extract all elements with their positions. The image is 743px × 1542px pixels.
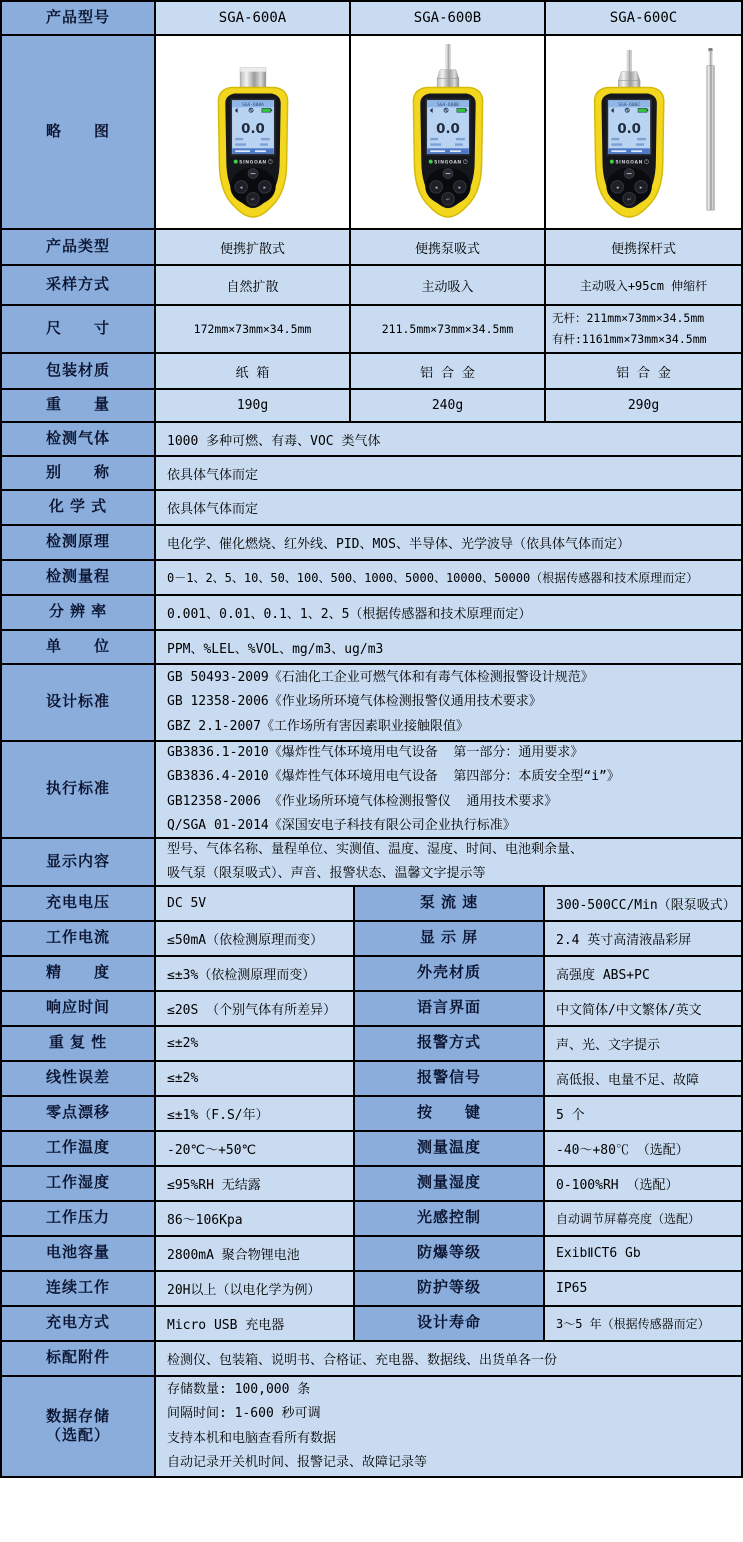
spec-label-pump-flow: 泵 流 速 (355, 887, 543, 920)
packaging-b: 铝 合 金 (351, 354, 544, 388)
spec-value-alarm-signal: 高低报、电量不足、故障 (545, 1062, 741, 1095)
spec-value-explosion-proof: ExibⅡCT6 Gb (545, 1237, 741, 1270)
gas-detector-illustration (159, 44, 347, 220)
spec-label-measure-temp: 测量温度 (355, 1132, 543, 1165)
spec-value-continuous-work: 20H以上（以电化学为例） (156, 1272, 353, 1305)
storage-capacity: 存储数量: 100,000 条 (167, 1381, 311, 1397)
screen-model-title: SGA-600B (436, 102, 459, 108)
packaging-c: 铝 合 金 (546, 354, 741, 388)
probe-needle (626, 50, 631, 72)
spec-label-working-pressure: 工作压力 (2, 1202, 154, 1235)
model-name-a: SGA-600A (156, 2, 349, 34)
spec-row (2, 1132, 741, 1167)
row-model (2, 2, 741, 36)
unit-label: 单 位 (2, 631, 154, 663)
row-product-type (2, 230, 741, 266)
data-storage-label-line1: 数据存储 (45, 1407, 110, 1425)
spec-value-linearity-error: ≤±2% (156, 1062, 353, 1095)
principle-label: 检测原理 (2, 526, 154, 559)
product-type-a: 便携扩散式 (156, 230, 349, 264)
screen-model-title: SGA-600C (617, 102, 640, 108)
row-range (2, 561, 741, 596)
display-content-label: 显示内容 (2, 839, 154, 885)
spec-label-measure-humidity: 测量湿度 (355, 1167, 543, 1200)
spec-label-charging-method: 充电方式 (2, 1307, 154, 1340)
row-principle (2, 526, 741, 561)
svg-text:◂: ◂ (615, 184, 619, 191)
telescopic-rod (706, 48, 713, 210)
dimensions-label: 尺 寸 (2, 306, 154, 352)
spec-value-working-current: ≤50mA（依检测原理而变） (156, 922, 353, 955)
svg-text:↵: ↵ (445, 197, 450, 204)
row-gas (2, 423, 741, 457)
row-design-standards (2, 665, 741, 742)
spec-value-shell-material: 高强度 ABS+PC (545, 957, 741, 990)
spec-row (2, 922, 741, 957)
spec-value-charging-method: Micro USB 充电器 (156, 1307, 353, 1340)
spec-value-response-time: ≤20S （个别气体有所差异） (156, 992, 353, 1025)
spec-row (2, 1167, 741, 1202)
spec-label-shell-material: 外壳材质 (355, 957, 543, 990)
spec-value-measure-temp: -40～+80℃ （选配） (545, 1132, 741, 1165)
storage-autorecord: 自动记录开关机时间、报警记录、故障记录等 (167, 1455, 428, 1470)
spec-row (2, 1272, 741, 1307)
accessories-label: 标配附件 (2, 1342, 154, 1375)
spec-label-charge-voltage: 充电电压 (2, 887, 154, 920)
row-unit (2, 631, 741, 665)
data-storage-label-line2: （选配） (45, 1426, 110, 1444)
power-led (233, 160, 237, 164)
design-standard-3: GBZ 2.1-2007《工作场所有害因素职业接触限值》 (167, 718, 469, 734)
exec-standard-3: GB12358-2006 《作业场所环境气体检测报警仪 通用技术要求》 (167, 793, 558, 809)
svg-text:↵: ↵ (250, 197, 255, 204)
spec-row (2, 887, 741, 922)
row-alias (2, 457, 741, 491)
exec-standards-value (156, 742, 741, 837)
sketch-sga-600b (351, 36, 544, 228)
row-display-content (2, 839, 741, 887)
spec-label-alarm-signal: 报警信号 (355, 1062, 543, 1095)
exec-standard-4: Q/SGA 01-2014《深国安电子科技有限公司企业执行标准》 (167, 818, 516, 833)
battery-icon (638, 108, 647, 112)
resolution-label: 分 辨 率 (2, 596, 154, 629)
spec-label-protection-grade: 防护等级 (355, 1272, 543, 1305)
display-content-line1: 型号、气体名称、量程单位、实测值、温度、湿度、时间、电池剩余量、 (167, 841, 584, 857)
unit-value: PPM、%LEL、%VOL、mg/m3、ug/m3 (156, 631, 741, 663)
alias-value: 依具体气体而定 (156, 457, 741, 489)
spec-row (2, 1307, 741, 1342)
screen-reading: 0.0 (240, 121, 265, 137)
spec-row (2, 1097, 741, 1132)
spec-value-working-humidity: ≤95%RH 无结露 (156, 1167, 353, 1200)
spec-row (2, 1237, 741, 1272)
spec-value-working-pressure: 86～106Kpa (156, 1202, 353, 1235)
power-led (609, 160, 613, 164)
probe-needle (445, 44, 450, 70)
dimensions-b: 211.5mm×73mm×34.5mm (351, 306, 544, 352)
range-label: 检测量程 (2, 561, 154, 594)
svg-text:◂: ◂ (434, 184, 437, 191)
screen-reading: 0.0 (616, 121, 641, 137)
spec-row (2, 992, 741, 1027)
spec-label-alarm-mode: 报警方式 (355, 1027, 543, 1060)
sampling-a: 自然扩散 (156, 266, 349, 304)
row-weight (2, 390, 741, 423)
spec-value-repeatability: ≤±2% (156, 1027, 353, 1060)
formula-label: 化 学 式 (2, 491, 154, 524)
sampling-b: 主动吸入 (351, 266, 544, 304)
product-type-label: 产品类型 (2, 230, 154, 264)
model-name-b: SGA-600B (351, 2, 544, 34)
alias-label: 别 称 (2, 457, 154, 489)
probe-cone (618, 72, 640, 81)
spec-label-working-humidity: 工作湿度 (2, 1167, 154, 1200)
spec-value-light-control: 自动调节屏幕亮度（选配） (545, 1202, 741, 1235)
row-data-storage (2, 1377, 741, 1476)
dimensions-a: 172mm×73mm×34.5mm (156, 306, 349, 352)
spec-label-battery: 电池容量 (2, 1237, 154, 1270)
spec-value-design-life: 3～5 年（根据传感器而定） (545, 1307, 741, 1340)
data-storage-label (2, 1377, 154, 1476)
spec-label-working-temp: 工作温度 (2, 1132, 154, 1165)
spec-label-language: 语言界面 (355, 992, 543, 1025)
spec-label-response-time: 响应时间 (2, 992, 154, 1025)
sketch-sga-600a (156, 36, 349, 228)
spec-value-screen: 2.4 英寸高清液晶彩屏 (545, 922, 741, 955)
spec-value-charge-voltage: DC 5V (156, 887, 353, 920)
formula-value: 依具体气体而定 (156, 491, 741, 524)
storage-interval: 间隔时间: 1-600 秒可调 (167, 1406, 321, 1421)
spec-row (2, 957, 741, 992)
spec-label-buttons: 按 键 (355, 1097, 543, 1130)
spec-label-explosion-proof: 防爆等级 (355, 1237, 543, 1270)
row-formula (2, 491, 741, 526)
spec-value-pump-flow: 300-500CC/Min（限泵吸式） (545, 887, 741, 920)
model-name-c: SGA-600C (546, 2, 741, 34)
product-type-b: 便携泵吸式 (351, 230, 544, 264)
row-dimensions (2, 306, 741, 354)
gas-detector-image-b (354, 44, 542, 220)
spec-value-battery: 2800mA 聚合物锂电池 (156, 1237, 353, 1270)
design-standard-1: GB 50493-2009《石油化工企业可燃气体和有毒气体检测报警设计规范》 (167, 669, 594, 685)
spec-row (2, 1027, 741, 1062)
spec-value-language: 中文简体/中文繁体/英文 (545, 992, 741, 1025)
spec-label-screen: 显 示 屏 (355, 922, 543, 955)
spec-label-zero-drift: 零点漂移 (2, 1097, 154, 1130)
data-storage-value (156, 1377, 741, 1476)
exec-standard-2: GB3836.4-2010《爆炸性气体环境用电气设备 第四部分：本质安全型“i”》 (167, 769, 620, 784)
spec-label-working-current: 工作电流 (2, 922, 154, 955)
row-sampling (2, 266, 741, 306)
spec-label-light-control: 光感控制 (355, 1202, 543, 1235)
power-led (428, 160, 432, 164)
spec-label-repeatability: 重 复 性 (2, 1027, 154, 1060)
packaging-a: 纸 箱 (156, 354, 349, 388)
storage-view: 支持本机和电脑查看所有数据 (167, 1430, 337, 1446)
range-value: 0－1、2、5、10、50、100、500、1000、5000、10000、50000（根据传感器和技术原理而定） (156, 561, 741, 594)
spec-label-continuous-work: 连续工作 (2, 1272, 154, 1305)
spec-value-accuracy: ≤±3%（依检测原理而变） (156, 957, 353, 990)
spec-label-accuracy: 精 度 (2, 957, 154, 990)
accessories-value: 检测仪、包装箱、说明书、合格证、充电器、数据线、出货单各一份 (156, 1342, 741, 1375)
battery-icon (456, 108, 465, 112)
svg-text:▸: ▸ (458, 184, 461, 191)
sketch-row-label: 略 图 (2, 36, 154, 228)
gas-detector-image-c (550, 44, 738, 220)
product-type-c: 便携探杆式 (546, 230, 741, 264)
design-standards-value (156, 665, 741, 740)
model-row-label: 产品型号 (2, 2, 154, 34)
svg-text:▸: ▸ (263, 184, 266, 191)
spec-value-protection-grade: IP65 (545, 1272, 741, 1305)
spec-value-buttons: 5 个 (545, 1097, 741, 1130)
weight-c: 290g (546, 390, 741, 421)
row-accessories (2, 1342, 741, 1377)
spec-label-design-life: 设计寿命 (355, 1307, 543, 1340)
display-content-value (156, 839, 741, 885)
principle-value: 电化学、催化燃烧、红外线、PID、MOS、半导体、光学波导（依具体气体而定） (156, 526, 741, 559)
spec-row (2, 1062, 741, 1097)
design-standards-label: 设计标准 (2, 665, 154, 740)
brand-logo: SINGOAN (238, 160, 267, 166)
svg-text:◂: ◂ (239, 184, 242, 191)
spec-value-zero-drift: ≤±1%（F.S/年） (156, 1097, 353, 1130)
row-packaging (2, 354, 741, 390)
spec-value-measure-humidity: 0-100%RH （选配） (545, 1167, 741, 1200)
design-standard-2: GB 12358-2006《作业场所环境气体检测报警仪通用技术要求》 (167, 694, 542, 710)
row-sketch (2, 36, 741, 230)
dimensions-c-with-rod: 有杆:1161mm×73mm×34.5mm (552, 332, 707, 346)
weight-label: 重 量 (2, 390, 154, 421)
weight-a: 190g (156, 390, 349, 421)
spec-label-linearity-error: 线性误差 (2, 1062, 154, 1095)
svg-text:↵: ↵ (626, 197, 631, 204)
spec-value-working-temp: -20℃～+50℃ (156, 1132, 353, 1165)
row-exec-standards (2, 742, 741, 839)
packaging-label: 包装材质 (2, 354, 154, 388)
resolution-value: 0.001、0.01、0.1、1、2、5（根据传感器和技术原理而定） (156, 596, 741, 629)
dimensions-c-no-rod: 无杆：211mm×73mm×34.5mm (552, 311, 705, 325)
display-content-line2: 吸气泵（限泵吸式）、声音、报警状态、温馨文字提示等 (167, 866, 486, 881)
spec-row (2, 1202, 741, 1237)
sampling-label: 采样方式 (2, 266, 154, 304)
battery-icon (261, 108, 270, 112)
gas-label: 检测气体 (2, 423, 154, 455)
exec-standard-1: GB3836.1-2010《爆炸性气体环境用电气设备 第一部分：通用要求》 (167, 744, 584, 760)
screen-reading: 0.0 (435, 121, 460, 137)
weight-b: 240g (351, 390, 544, 421)
gas-detector-image-a (159, 44, 347, 220)
brand-logo: SINGOAN (614, 160, 643, 166)
probe-cone (437, 70, 459, 79)
row-resolution (2, 596, 741, 631)
sampling-c: 主动吸入+95cm 伸缩杆 (546, 266, 741, 304)
sketch-sga-600c (546, 36, 741, 228)
gas-detector-illustration (550, 44, 738, 220)
spec-value-alarm-mode: 声、光、文字提示 (545, 1027, 741, 1060)
dimensions-c (546, 306, 741, 352)
gas-detector-illustration (354, 44, 542, 220)
screen-model-title: SGA-600A (241, 102, 264, 108)
svg-text:▸: ▸ (639, 184, 642, 191)
brand-logo: SINGOAN (433, 160, 462, 166)
gas-value: 1000 多种可燃、有毒、VOC 类气体 (156, 423, 741, 455)
exec-standards-label: 执行标准 (2, 742, 154, 837)
